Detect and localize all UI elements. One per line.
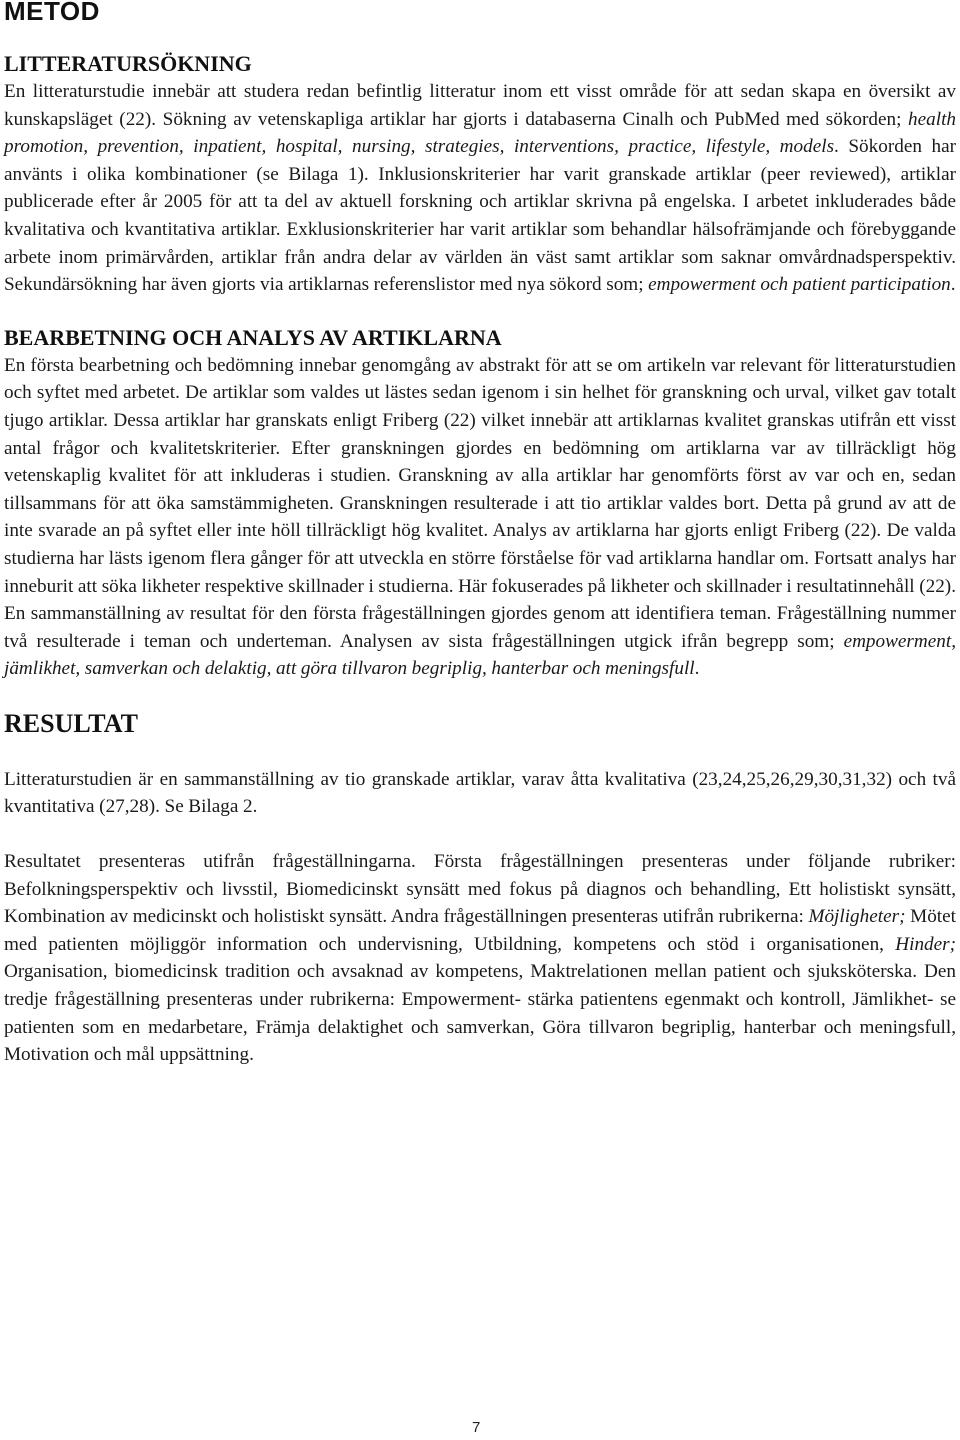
paragraph-litteratursokning — [4, 78, 956, 299]
heading-bearbetning: BEARBETNING OCH ANALYS AV ARTIKLARNA — [4, 324, 502, 350]
text-run: En litteraturstudie innebär att studera redan befintlig litteratur inom ett visst område för att sedan skapa en översikt av kunskapsläget (22). Sökning av vetenskapliga artiklar har gjorts i databaserna Cinalh och PubMed med sökorden; — [4, 81, 956, 130]
document-content — [4, 0, 956, 1069]
text-run: Resultatet presenteras utifrån frågeställningarna. Första frågeställningen presenteras under följande rubriker: Befolkningsperspektiv och livsstil, Biomedicinskt synsätt med fokus på diagnos och behandling, Ett holistiskt synsätt, Kombination av medicinskt och holistiskt synsätt. Andra frågeställningen presenteras utifrån rubrikerna: — [4, 851, 956, 928]
text-run: . Sökorden har använts i olika kombinationer (se Bilaga 1). Inklusionskriterier har varit granskade artiklar (peer reviewed), artiklar publicerade efter år 2005 för att ta del av aktuell forskning och artiklar skrivna på engelska. I arbetet inkluderades både kvalitativa och kvantitativa artiklar. Exklusionskriterier har varit artiklar som behandlar hälsofrämjande och förebyggande arbete inom primärvården, artiklar från andra delar av världen än väst samt artiklar som saknar omvårdnadsperspektiv. Sekundärsökning har även gjorts via artiklarnas referenslistor med nya sökord som; — [4, 136, 956, 296]
italic-term: Hinder; — [895, 933, 956, 955]
heading-resultat: RESULTAT — [4, 708, 138, 738]
heading-litteratursokning: LITTERATURSÖKNING — [4, 51, 252, 76]
secondary-keywords: empowerment och patient participation — [648, 274, 951, 296]
heading-metod: METOD — [4, 0, 100, 26]
paragraph-resultat-1: Litteraturstudien är en sammanställning av tio granskade artiklar, varav åtta kvalitativa (23,24,25,26,29,30,31,32) och två kvantitativa (27,28). Se Bilaga 2. — [4, 768, 956, 818]
text-run: En första bearbetning och bedömning innebar genomgång av abstrakt för att se om artikeln var relevant för litteraturstudien och syftet med arbetet. De artiklar som valdes ut lästes sedan igenom i sin helhet för granskning och urval, vilket gav totalt tjugo artiklar. Dessa artiklar har granskats enligt Friberg (22) vilket innebär att artiklarnas kvalitet granskas utifrån ett visst antal frågor och kvalitetskriterier. Efter granskningen gjordes en bedömning om artiklarna var av tillräckligt hög vetenskaplig kvalitet för att inkluderas i studien. Granskning av alla artiklar har genomförts först av var och en, sedan tillsammans för att öka samstämmigheten. Granskningen resulterade i att tio artiklar valdes bort. Detta på grund av att de inte svarade an på syftet eller inte höll tillräckligt hög kvalitet. Analys av artiklarna har gjorts enligt Friberg (22). De valda studierna har lästs igenom flera gånger för att utveckla en större förståelse för vad artiklarna handlar om. Fortsatt analys har inneburit att söka likheter respektive skillnader i studierna. Här fokuserades på likheter och skillnader i resultatinnehåll (22). En sammanställning av resultat för den första frågeställningen gjordes genom att identifiera teman. Frågeställning nummer två resulterade i teman och underteman. Analysen av sista frågeställningen utgick ifrån begrepp som; — [4, 354, 956, 652]
text-run: Organisation, biomedicinsk tradition och avsaknad av kompetens, Maktrelationen mellan patient och sjuksköterska. Den tredje frågeställning presenteras under rubrikerna: Empowerment- stärka patientens egenmakt och kontroll, Jämlikhet- se patienten som en medarbetare, Främja delaktighet och samverkan, Göra tillvaron begriplig, hanterbar och meningsfull, Motivation och mål uppsättning. — [4, 961, 956, 1066]
text-run: . — [694, 658, 700, 680]
paragraph-resultat-2 — [4, 848, 956, 1069]
italic-term: Möjligheter; — [808, 906, 906, 928]
analysis-concepts: empowerment, jämlikhet, samverkan och delaktig, att göra tillvaron begriplig, hanterbar och meningsfull — [4, 630, 956, 680]
search-keywords: health promotion, prevention, inpatient, hospital, nursing, strategies, interventions, practice, lifestyle, models — [4, 108, 956, 158]
paragraph-bearbetning — [4, 352, 956, 683]
text-run: Mötet med patienten möjliggör information och undervisning, Utbildning, kompetens och stöd i organisationen, — [4, 906, 956, 955]
page-number: 7 — [472, 1419, 481, 1436]
text-run: . — [950, 274, 956, 296]
